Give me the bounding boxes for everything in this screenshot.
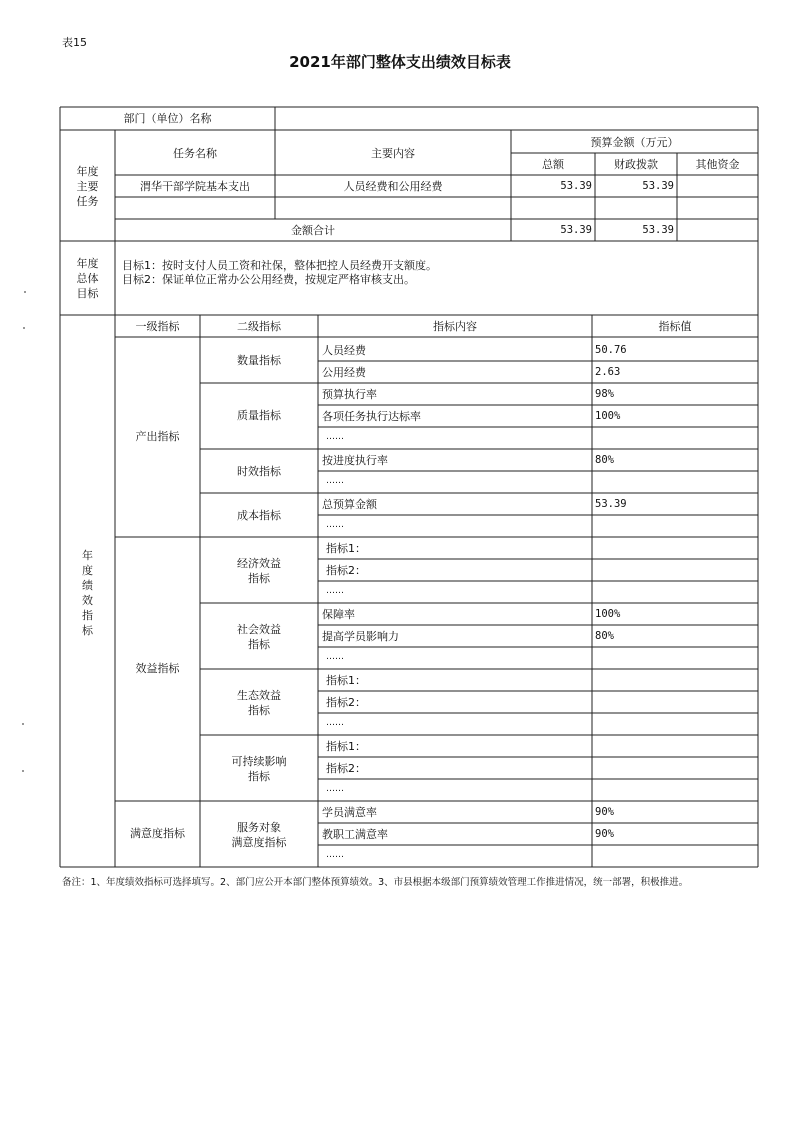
indicator-value: 53.39 (595, 498, 627, 510)
indicator-content: 指标2： (326, 696, 366, 709)
indicator-content: …… (326, 652, 344, 662)
col-budget-amount: 预算金额（万元） (590, 136, 679, 149)
level2-quantity: 数量指标 (237, 354, 281, 367)
indicator-content: 提高学员影响力 (322, 630, 399, 643)
indicator-value: 2.63 (595, 366, 621, 378)
indicator-content: …… (326, 718, 344, 728)
col-other: 其他资金 (695, 158, 740, 171)
table-number: 表15 (62, 36, 87, 49)
level1-benefit: 效益指标 (135, 662, 180, 675)
task-row-name: 渭华干部学院基本支出 (140, 180, 250, 193)
task-row-fiscal: 53.39 (642, 180, 674, 192)
dept-name-label: 部门（单位）名称 (123, 112, 212, 125)
level2-ecological: 生态效益 指标 (237, 689, 281, 717)
level2-service-satisfaction: 服务对象 满意度指标 (231, 821, 287, 849)
indicator-content: 指标1： (326, 542, 366, 555)
indicator-content: …… (326, 784, 344, 794)
goal-line: 目标2：保证单位正常办公公用经费，按规定严格审核支出。 (122, 273, 415, 286)
page-title: 2021年部门整体支出绩效目标表 (289, 53, 511, 71)
indicator-content: …… (326, 520, 344, 530)
tasks-section-label: 年度 主要 任务 (76, 165, 99, 208)
col-task-name: 任务名称 (173, 147, 217, 160)
level2-social: 社会效益 指标 (237, 623, 281, 651)
indicator-value: 100% (595, 608, 621, 620)
indicator-value: 90% (595, 806, 614, 818)
indicator-content: 预算执行率 (322, 388, 377, 401)
indicator-content: 人员经费 (322, 344, 366, 357)
indicator-value: 90% (595, 828, 614, 840)
indicator-content: 指标1： (326, 740, 366, 753)
indicator-content: 按进度执行率 (322, 454, 388, 467)
scan-speck (23, 327, 25, 329)
col-value: 指标值 (658, 320, 692, 333)
indicator-value: 98% (595, 388, 614, 400)
indicator-value: 80% (595, 454, 614, 466)
level2-economic: 经济效益 指标 (237, 557, 281, 585)
indicator-content: 指标2： (326, 564, 366, 577)
task-row-content: 人员经费和公用经费 (343, 180, 443, 193)
scan-speck (24, 291, 26, 293)
indicator-content: 指标2： (326, 762, 366, 775)
sum-fiscal: 53.39 (642, 224, 674, 236)
indicator-content: 保障率 (322, 608, 355, 621)
indicator-content: 指标1： (326, 674, 366, 687)
col-level1: 一级指标 (135, 320, 180, 333)
indicator-content: …… (326, 586, 344, 596)
indicators-section-label: 年 度 绩 效 指 标 (82, 549, 93, 637)
indicator-content: 公用经费 (322, 366, 366, 379)
scan-speck (22, 723, 24, 725)
level1-satisfaction: 满意度指标 (130, 827, 185, 840)
indicator-content: …… (326, 476, 344, 486)
goal-line: 目标1：按时支付人员工资和社保，整体把控人员经费开支额度。 (122, 259, 437, 272)
indicator-value: 50.76 (595, 344, 627, 356)
level1-output: 产出指标 (135, 430, 180, 443)
indicator-value: 100% (595, 410, 621, 422)
level2-sustainable: 可持续影响 指标 (231, 755, 287, 783)
goals-section-label: 年度 总体 目标 (76, 257, 99, 300)
level2-timeliness: 时效指标 (237, 465, 281, 478)
task-row-total: 53.39 (560, 180, 592, 192)
col-fiscal: 财政拨款 (614, 158, 658, 171)
col-total: 总额 (542, 158, 564, 171)
indicator-content: 总预算金额 (322, 498, 377, 511)
scan-speck (22, 770, 24, 772)
level2-quality: 质量指标 (237, 409, 281, 422)
col-level2: 二级指标 (237, 320, 281, 333)
col-main-content: 主要内容 (371, 147, 415, 160)
indicator-content: …… (326, 432, 344, 442)
level2-cost: 成本指标 (237, 509, 281, 522)
indicator-content: 各项任务执行达标率 (322, 410, 421, 423)
indicator-content: 教职工满意率 (322, 828, 388, 841)
sum-total: 53.39 (560, 224, 592, 236)
indicator-content: 学员满意率 (322, 806, 377, 819)
sum-label: 金额合计 (291, 224, 335, 237)
indicator-content: …… (326, 850, 344, 860)
footnote: 备注：1、年度绩效指标可选择填写。2、部门应公开本部门整体预算绩效。3、市县根据本级部门预算绩效管理工作推进情况，统一部署，积极推进。 (62, 877, 689, 888)
indicator-value: 80% (595, 630, 614, 642)
col-content: 指标内容 (433, 320, 477, 333)
